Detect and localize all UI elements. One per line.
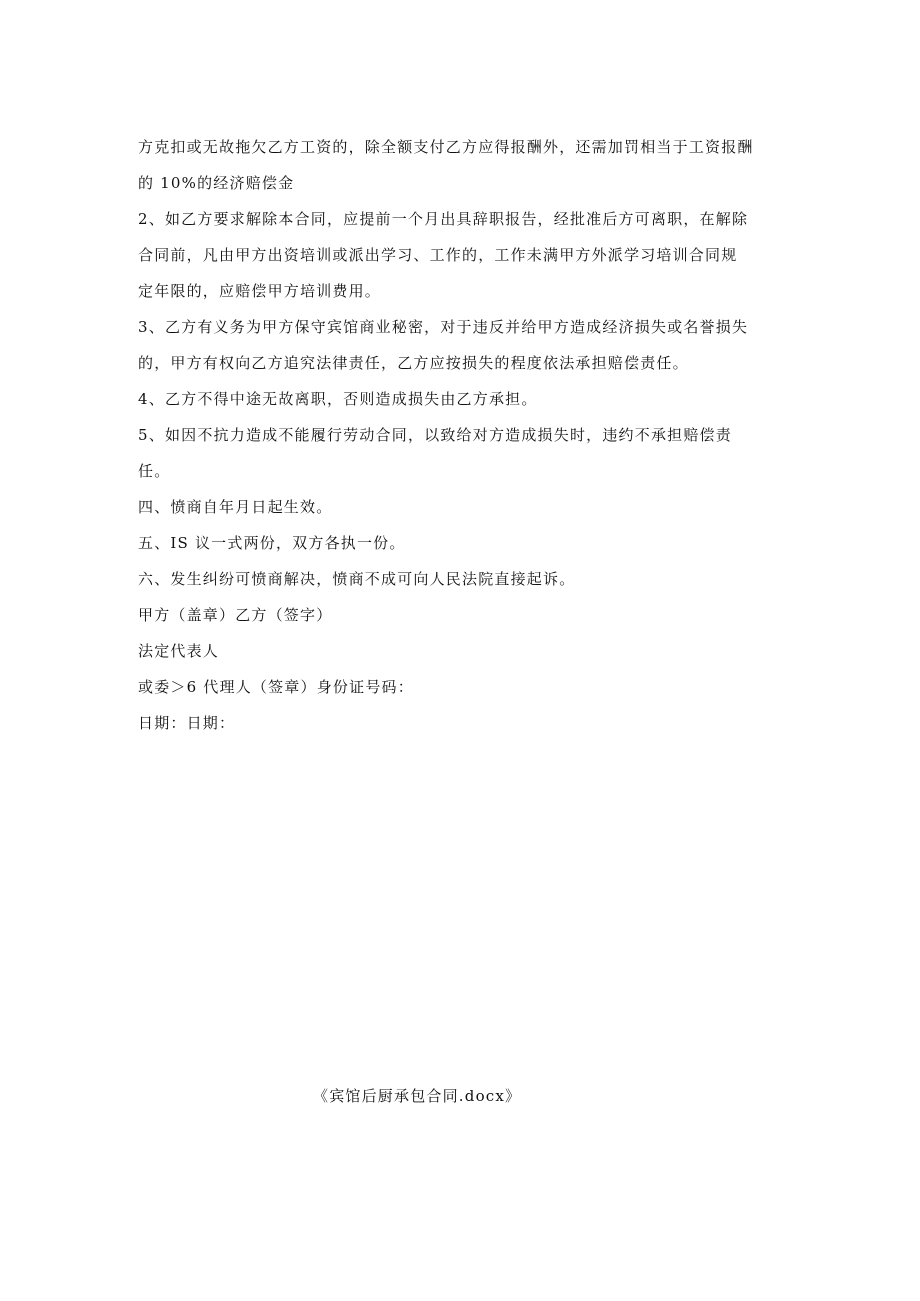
- paragraph-line: 任。: [138, 462, 171, 480]
- paragraph-line: 3、乙方有义务为甲方保守宾馆商业秘密，对于违反并给甲方造成经济损失或名誉损失: [138, 318, 749, 336]
- clause-line: 六、发生纠纷可愤商解决，愤商不成可向人民法院直接起诉。: [138, 570, 576, 588]
- paragraph-line: 4、乙方不得中途无故离职，否则造成损失由乙方承担。: [138, 390, 538, 408]
- document-filename-footer: 《宾馆后厨承包合同.docx》: [313, 1087, 522, 1105]
- document-body: [138, 135, 783, 747]
- paragraph-line: 方克扣或无故拖欠乙方工资的，除全额支付乙方应得报酬外，还需加罚相当于工资报酬: [138, 138, 754, 156]
- paragraph-line: 2、如乙方要求解除本合同，应提前一个月出具辞职报告，经批准后方可离职，在解除: [138, 210, 749, 228]
- signature-line: 甲方（盖章）乙方（签字）: [138, 606, 333, 624]
- signature-line: 法定代表人: [138, 642, 220, 660]
- paragraph-line: 的 10%的经济赔偿金: [138, 174, 295, 192]
- signature-line: 或委＞6 代理人（签章）身份证号码：: [138, 678, 414, 696]
- paragraph-line: 定年限的，应赔偿甲方培训费用。: [138, 282, 382, 300]
- clause-line: 五、IS 议一式两份，双方各执一份。: [138, 534, 406, 552]
- paragraph-line: 合同前，凡由甲方出资培训或派出学习、工作的，工作未满甲方外派学习培训合同规: [138, 246, 738, 264]
- paragraph-line: 5、如因不抗力造成不能履行劳动合同，以致给对方造成损失时，违约不承担赔偿责: [138, 426, 732, 444]
- paragraph-line: 的，甲方有权向乙方追究法律责任，乙方应按损失的程度依法承担赔偿责任。: [138, 354, 689, 372]
- clause-line: 四、愤商自年月日起生效。: [138, 498, 333, 516]
- date-line: 日期：日期：: [138, 714, 236, 732]
